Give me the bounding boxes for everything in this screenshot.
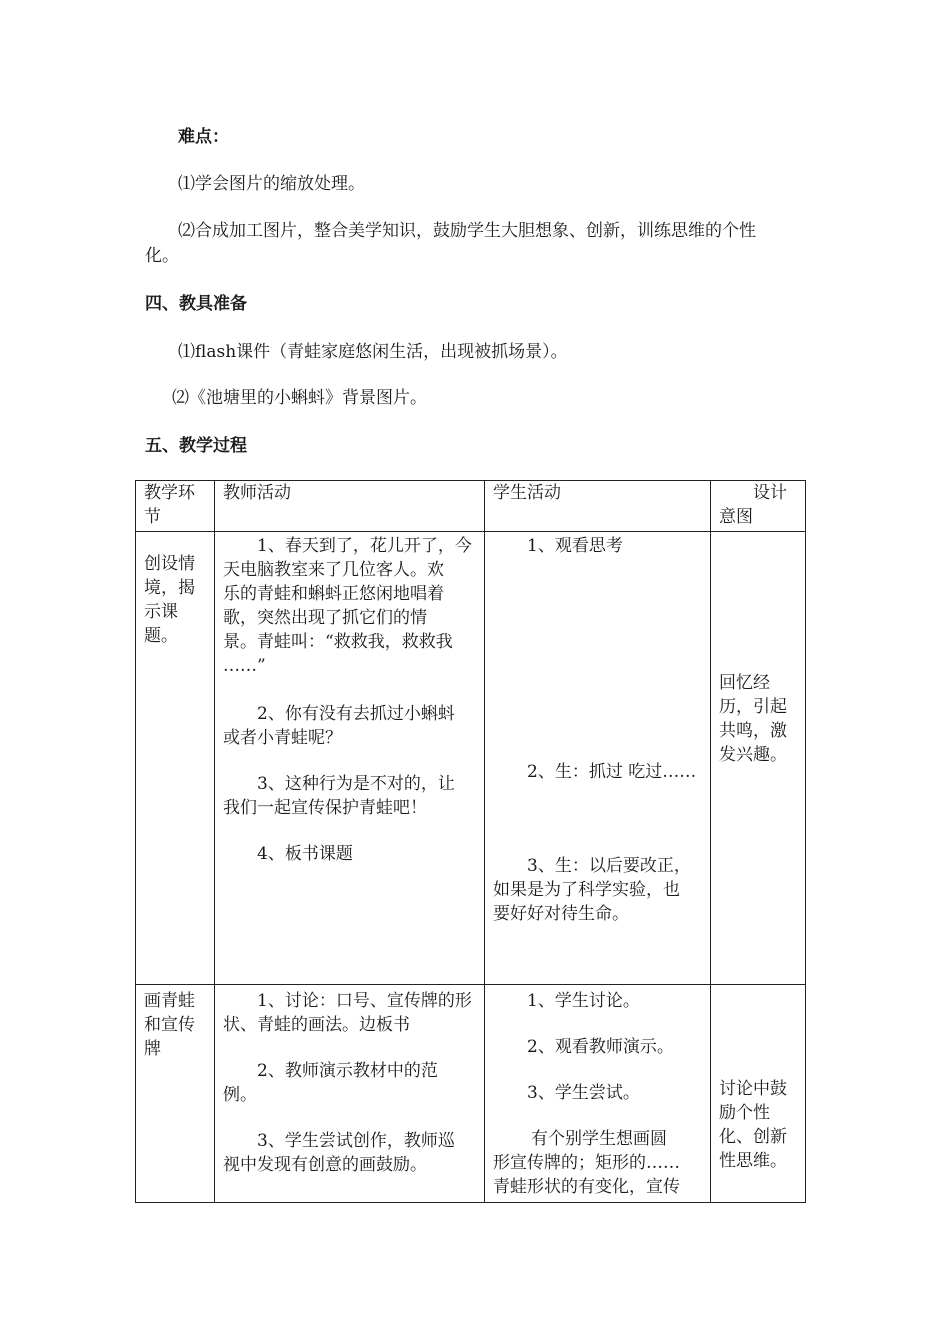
- row2-student-activity: 1、学生讨论。 2、观看教师演示。 3、学生尝试。 有个别学生想画圆 形宣传牌的；矩形的…… 青蛙形状的有变化，宣传: [485, 985, 711, 1203]
- difficulty-heading: 难点：: [178, 127, 229, 147]
- difficulty-item-1: ⑴学会图片的缩放处理。: [178, 174, 365, 194]
- row1-student-activity: 1、观看思考 2、生：抓过 吃过…… 3、生：以后要改正， 如果是为了科学实验，也 要好好对待生命。: [485, 532, 711, 985]
- section-4-item-1: ⑴flash课件（青蛙家庭悠闲生活，出现被抓场景）。: [178, 342, 568, 362]
- row2-design-intent: 讨论中鼓 励个性 化、创新 性思维。: [711, 985, 806, 1203]
- row1-design-intent: 回忆经 历，引起 共鸣，激 发兴趣。: [711, 532, 806, 985]
- row2-stage: 画青蛙 和宣传 牌: [136, 985, 215, 1203]
- table-row: [136, 985, 806, 1203]
- row1-teacher-activity: 1、春天到了，花儿开了，今 天电脑教室来了几位客人。欢 乐的青蛙和蝌蚪正悠闲地唱着 歌，突然出现了抓它们的情 景。青蛙叫：“救救我，救救我 ……” 2、你有没有去抓过小蝌蚪 或者小青蛙呢？ 3、这种行为是不对的，让 我们一起宣传保护青蛙吧！ 4、板书课题: [215, 532, 485, 985]
- section-4-item-2: ⑵《池塘里的小蝌蚪》背景图片。: [172, 388, 427, 408]
- header-design-intent: 设计 意图: [711, 481, 806, 532]
- section-5-heading: 五、教学过程: [145, 436, 247, 456]
- header-student-activity: 学生活动: [485, 481, 711, 532]
- row1-stage: 创设情 境，揭 示课 题。: [136, 532, 215, 985]
- table-row: [136, 532, 806, 985]
- header-teacher-activity: 教师活动: [215, 481, 485, 532]
- table-header-row: [136, 481, 806, 532]
- header-stage: 教学环 节: [136, 481, 215, 532]
- difficulty-item-2-line-2: 化。: [145, 246, 179, 266]
- teaching-process-table: [135, 480, 806, 1203]
- section-4-heading: 四、教具准备: [145, 294, 247, 314]
- row2-teacher-activity: 1、讨论：口号、宣传牌的形 状、青蛙的画法。边板书 2、教师演示教材中的范 例。 3、学生尝试创作，教师巡 视中发现有创意的画鼓励。: [215, 985, 485, 1203]
- difficulty-item-2-line-1: ⑵合成加工图片，整合美学知识，鼓励学生大胆想象、创新，训练思维的个性: [178, 221, 756, 241]
